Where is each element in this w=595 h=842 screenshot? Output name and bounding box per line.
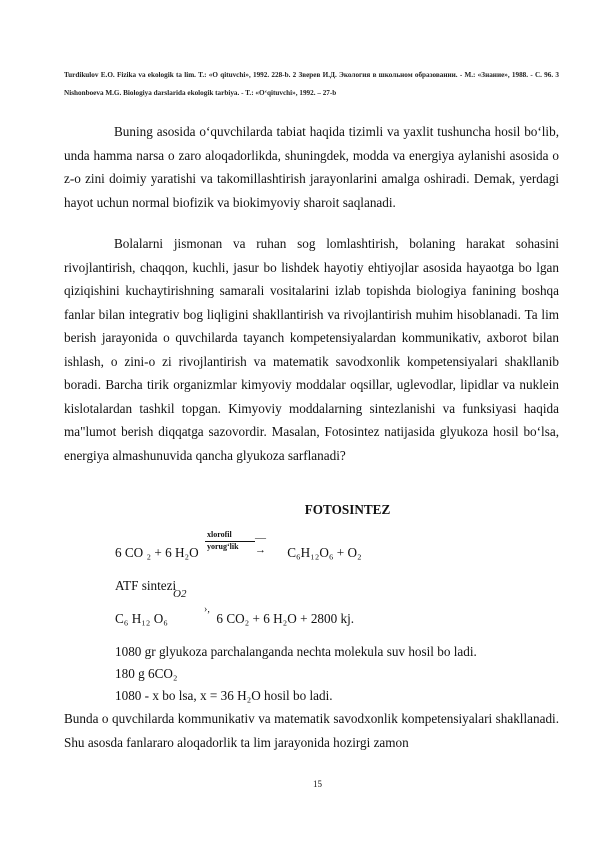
paragraph-ecology: Buning asosida o‘quvchilarda tabiat haqida tizimli va yaxlit tushuncha hosil bo‘lib, unda hamma narsa o zaro aloqadorlikda, shuningdek, modda va energiya aylanishi asosida o z-o zini doimiy yaratishi va takomillashtirish jarayonlarini amalga oshiradi. Demak, yerdagi hayot uchun normal biofizik va biokimyoviy sharoit saqlanadi. bbox=[64, 124, 559, 210]
arrow-head-icon: — → bbox=[255, 532, 266, 556]
arrow-label-chlorophyll: xlorofil bbox=[207, 530, 232, 539]
equation-respiration bbox=[115, 611, 354, 627]
equation-left: 6 CO ₂ + 6 H₂O bbox=[115, 545, 199, 560]
reaction-arrow bbox=[205, 530, 277, 560]
arrow-small-icon: ›, bbox=[204, 604, 210, 615]
equation2-left: C₆ H₁₂ O₆ bbox=[115, 611, 168, 626]
atf-synthesis-label: ATF sintezi bbox=[115, 578, 177, 593]
equation2-right: 6 CO₂ + 6 H₂O + 2800 kj. bbox=[216, 611, 355, 626]
problem-step-1: 180 g 6CO₂ bbox=[115, 666, 178, 681]
problem-question: 1080 gr glyukoza parchalanganda nechta molekula suv hosil bo ladi. bbox=[115, 644, 477, 659]
problem-step-2: 1080 - x bo lsa, x = 36 H₂O hosil bo ladi. bbox=[115, 688, 333, 703]
paragraph-conclusion: Bunda o quvchilarda kommunikativ va matematik savodxonlik kompetensiyalari shakllanadi. Shu asosda fanlararo aloqadorlik ta lim jarayonida hozirgi zamon bbox=[64, 711, 559, 750]
references-footnote: Turdikulov E.O. Fizika va ekologik ta lim. T.: «O qituvchi», 1992. 228-b. 2 Зверев И.Д. Экология в школьном образовании. - М.: «Знание», 1988. - С. 96. 3 Nishonboeva M.G. Biologiya darslarida ekologik tarbiya. - T.: «O‘qituvchi», 1992. – 27-b bbox=[64, 71, 559, 97]
oxygen-label: O2 bbox=[173, 588, 187, 600]
section-heading: FOTOSINTEZ bbox=[304, 502, 391, 517]
page-number: 15 bbox=[313, 779, 322, 789]
arrow-label-light: yorug‘lik bbox=[207, 542, 239, 551]
paragraph-competencies: Bolalarni jismonan va ruhan sog lomlashtirish, bolaning harakat sohasini rivojlantirish, chaqqon, kuchli, jasur bo lishdek hayotiy ehtiyojlar asosida hayaotga bo lgan qiziqishini kuchaytirishning samarali vositalarini izlab topishda biologiya fanining boshqa fanlar bilan integrativ bog liqligini shakllantirish va rivojlantirish muhim hisoblanadi. Ta lim berish jarayonida o quvchilarda tayanch kompetensiyalardan kommunikativ, axborot bilan ishlash, o zini-o zi rivojlantirish va matematik savodxonlik kompetensiyalari shakllanib boradi. Barcha tirik organizmlar kimyoviy moddalar oqsillar, uglevodlar, lipidlar va nuklein kislotalardan tashkil topgan. Kimyoviy moddalarning sintezlanishi va funksiyasi haqida ma"lumot berish diqqatga sazovordir. Masalan, Fotosintez natijasida glyukoza hosil bo‘lsa, energiya almashunuvida qancha glyukoza sarflanadi? bbox=[64, 236, 559, 463]
equation-right: C₆H₁₂O₆ + O₂ bbox=[287, 545, 362, 560]
